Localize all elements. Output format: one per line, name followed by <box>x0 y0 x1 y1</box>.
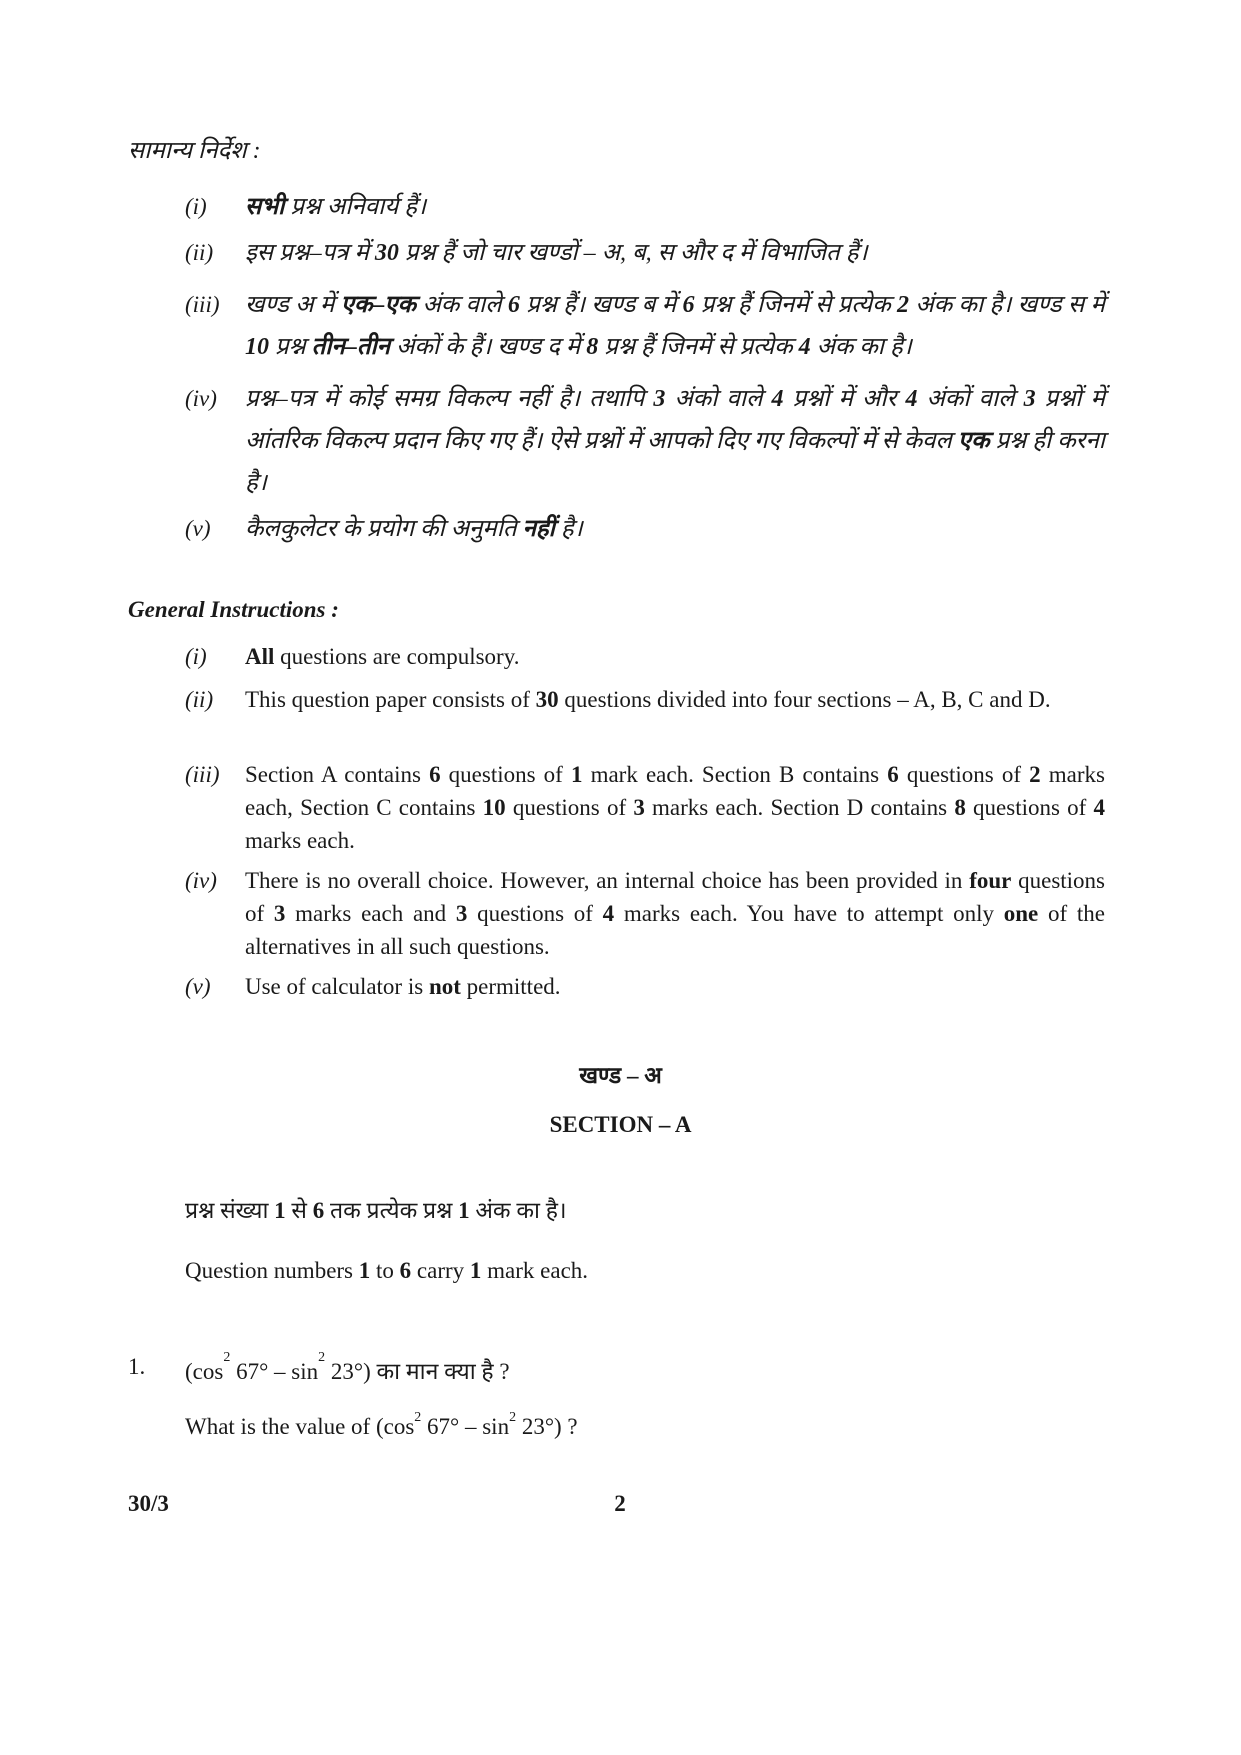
item-number: (v) <box>185 974 211 999</box>
hindi-instructions-heading: सामान्य निर्देश : <box>128 138 261 164</box>
english-instruction-1 <box>185 640 1105 673</box>
item-number: (i) <box>185 194 207 219</box>
item-text: कैलकुलेटर के प्रयोग की अनुमति नहीं है। <box>245 516 583 542</box>
item-text: खण्ड अ में एक–एक अंक वाले 6 प्रश्न हैं। खण्ड ब में 6 प्रश्न हैं जिनमें से प्रत्येक 2 अंक का है। खण्ड स में 10 प्रश्न तीन–तीन अंकों के हैं। खण्ड द में 8 प्रश्न हैं जिनमें से प्रत्येक 4 अंक का है। <box>245 292 1105 360</box>
item-text: इस प्रश्न–पत्र में 30 प्रश्न हैं जो चार खण्डों – अ, ब, स और द में विभाजित हैं। <box>245 240 868 266</box>
hindi-instruction-2 <box>185 232 1105 274</box>
paper-code: 30/3 <box>128 1491 169 1516</box>
item-number: (iv) <box>185 386 217 411</box>
question-1-hindi: ($\cos^2$ $67^\circ - \sin^2 23^\circ$) का मान क्या है ? <box>185 1350 510 1384</box>
item-number: (iii) <box>185 292 220 317</box>
item-text: There is no overall choice. However, an internal choice has been provided in four questions of 3 marks each and 3 questions of 4 marks each. You have to attempt only one of the alternatives in all such questions. <box>245 868 1106 959</box>
item-text: All questions are compulsory. <box>245 644 520 669</box>
english-instruction-5 <box>185 970 1105 1003</box>
item-text: This question paper consists of 30 questions divided into four sections – A, B, C and D. <box>245 687 1051 712</box>
hindi-instruction-3 <box>185 284 1105 368</box>
item-text: Use of calculator is not permitted. <box>245 974 561 999</box>
section-title-english: SECTION – A <box>549 1112 692 1137</box>
item-number: (i) <box>185 644 207 669</box>
item-number: (iii) <box>185 762 220 787</box>
hindi-instruction-1 <box>185 186 1105 228</box>
item-text: प्रश्न–पत्र में कोई समग्र विकल्प नहीं है। तथापि 3 अंको वाले 4 प्रश्नों में और 4 अंकों वाले 3 प्रश्नों में आंतरिक विकल्प प्रदान किए गए हैं। ऐसे प्रश्नों में आपको दिए गए विकल्पों में से केवल एक प्रश्न ही करना है। <box>245 386 1106 496</box>
item-number: (v) <box>185 516 211 541</box>
english-instruction-2 <box>185 683 1105 716</box>
hindi-instruction-4 <box>185 378 1105 504</box>
english-instruction-3 <box>185 758 1105 857</box>
english-instructions-heading: General Instructions : <box>128 597 339 622</box>
section-note-hindi: प्रश्न संख्या 1 से 6 तक प्रत्येक प्रश्न 1 अंक का है। <box>185 1198 567 1223</box>
hindi-instruction-5 <box>185 508 1105 550</box>
item-text: Section A contains 6 questions of 1 mark each. Section B contains 6 questions of 2 marks each, Section C contains 10 questions of 3 marks each. Section D contains 8 questions of 4 marks each. <box>245 762 1105 853</box>
page-number: 2 <box>614 1491 626 1516</box>
question-number: 1. <box>128 1354 146 1379</box>
item-number: (ii) <box>185 687 214 712</box>
question-1-english: What is the value of ($\cos^2$ $67^\circ - \sin^2 23^\circ$) ? <box>185 1410 578 1439</box>
section-title-hindi: खण्ड – अ <box>579 1063 662 1088</box>
section-note-english: Question numbers 1 to 6 carry 1 mark each. <box>185 1258 589 1283</box>
english-instruction-4 <box>185 864 1105 963</box>
item-number: (iv) <box>185 868 217 893</box>
item-number: (ii) <box>185 240 214 265</box>
item-text: सभी प्रश्न अनिवार्य हैं। <box>245 194 427 220</box>
